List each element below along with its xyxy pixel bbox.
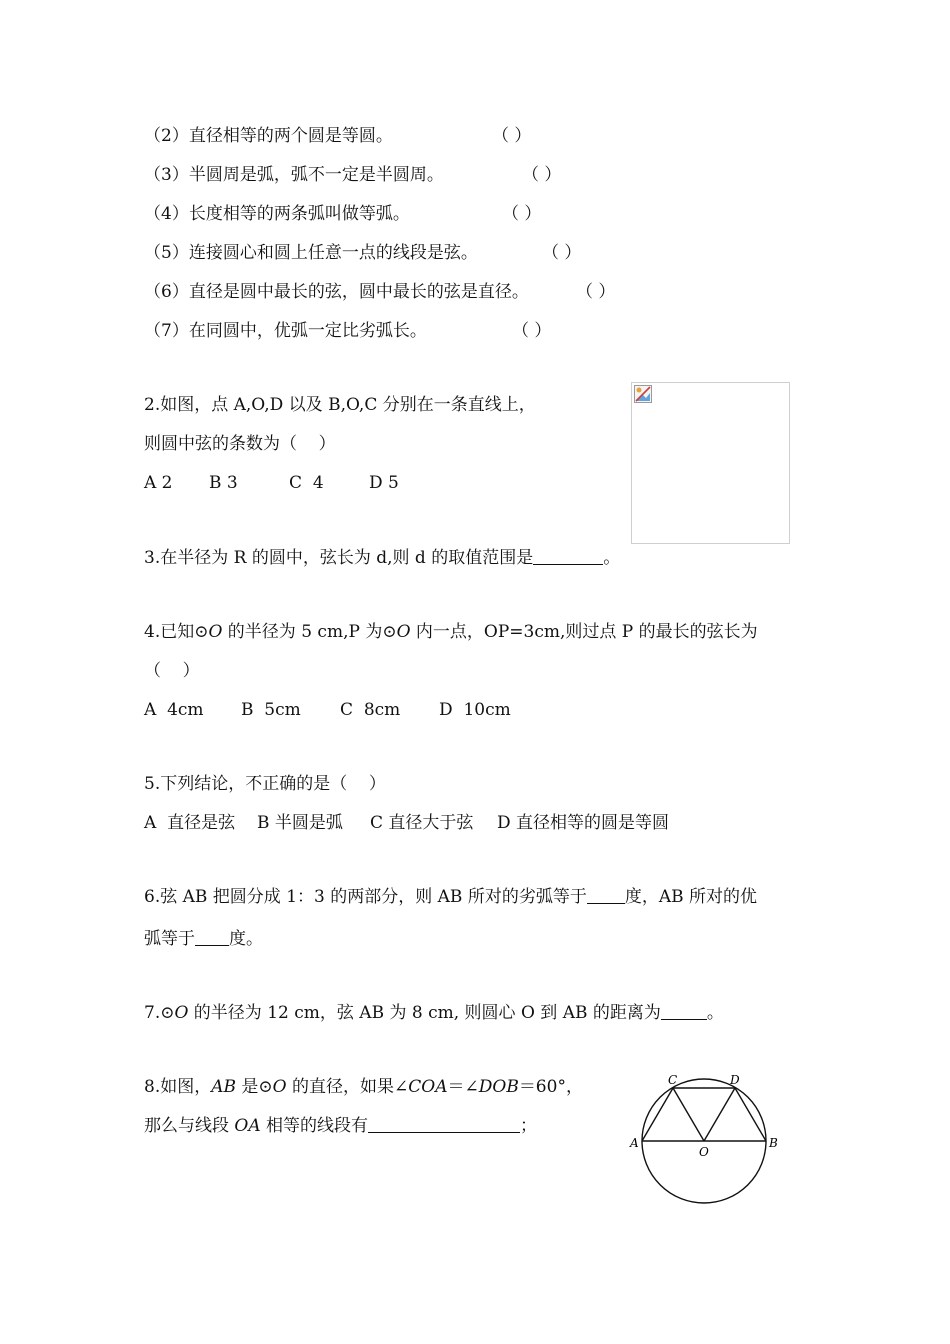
q3-line: [144, 548, 620, 568]
tf-item-7: （7）在同圆中，优弧一定比劣弧长。: [144, 321, 427, 341]
tf-item-6: （6）直径是圆中最长的弦，圆中最长的弦是直径。: [144, 282, 529, 302]
q8-text-8: ；: [520, 1116, 538, 1136]
q4-option-a: A 4cm: [144, 700, 204, 720]
q6-text-4: 度。: [229, 929, 263, 949]
q2-option-a: A 2: [144, 473, 173, 493]
tf-item-2: （2）直径相等的两个圆是等圆。: [144, 126, 393, 146]
q5-option-d: D 直径相等的圆是等圆: [497, 813, 670, 833]
q4-text-3: 内一点，OP=3cm,则过点 P 的最长的弦长为: [410, 622, 758, 642]
q7-text-3: 。: [706, 1003, 724, 1023]
q4-option-b: B 5cm: [241, 700, 301, 720]
q8-ab: AB: [211, 1077, 237, 1097]
q4-line-2: （ ）: [144, 661, 200, 681]
tf-answer-paren-2: （ ）: [492, 126, 532, 146]
q8-o: O: [272, 1077, 287, 1097]
q8-text-3: 的直径，如果∠: [286, 1077, 409, 1097]
q2-option-c: C 4: [289, 473, 324, 493]
q6-minor-arc-blank[interactable]: [587, 887, 625, 904]
label-o: O: [699, 1145, 709, 1159]
tf-item-3: （3）半圆周是弧，弧不一定是半圆周。: [144, 165, 444, 185]
q7-line: [144, 1003, 724, 1023]
tf-answer-paren-3: （ ）: [522, 165, 562, 185]
q7-o: O: [174, 1003, 189, 1023]
q4-option-c: C 8cm: [340, 700, 401, 720]
segment-oc: [673, 1088, 704, 1141]
q5-option-c: C 直径大于弦: [370, 813, 474, 833]
q8-oa: OA: [234, 1116, 261, 1136]
q8-line-2: [144, 1116, 537, 1136]
q5-line-1: 5.下列结论，不正确的是（ ）: [144, 774, 386, 794]
tf-answer-paren-6: （ ）: [576, 282, 616, 302]
segment-ac: [642, 1088, 673, 1141]
q8-line-1: [144, 1077, 583, 1097]
q8-coa: COA: [408, 1077, 448, 1097]
q2-option-d: D 5: [369, 473, 399, 493]
q8-text-4: ＝∠: [447, 1077, 479, 1097]
q2-line-2: 则圆中弦的条数为（ ）: [144, 434, 336, 454]
q4-line-1: [144, 622, 758, 642]
q7-answer-blank[interactable]: [661, 1003, 707, 1020]
segment-bd: [735, 1088, 766, 1141]
q8-text-1: 8.如图，: [144, 1077, 212, 1097]
tf-answer-paren-7: （ ）: [512, 321, 552, 341]
label-b: B: [769, 1136, 778, 1150]
q8-text-5: ＝60°，: [518, 1077, 583, 1097]
segment-od: [704, 1088, 735, 1141]
q4-o-1: O: [208, 622, 223, 642]
q6-text-1: 6.弦 AB 把圆分成 1：3 的两部分，则 AB 所对的劣弧等于: [144, 887, 587, 907]
q3-answer-blank[interactable]: [533, 548, 603, 565]
q7-text-1: 7.⊙: [144, 1003, 175, 1023]
q8-circle-figure: [624, 1068, 784, 1204]
q8-dob: DOB: [478, 1077, 519, 1097]
q4-text-1: 4.已知⊙: [144, 622, 209, 642]
broken-image-icon: [634, 385, 652, 403]
label-c: C: [668, 1073, 678, 1087]
tf-answer-paren-4: （ ）: [502, 204, 542, 224]
q8-answer-blank[interactable]: [368, 1116, 520, 1133]
label-d: D: [730, 1073, 740, 1087]
q4-option-d: D 10cm: [439, 700, 511, 720]
q5-option-b: B 半圆是弧: [257, 813, 343, 833]
q6-text-3: 弧等于: [144, 929, 195, 949]
q3-end: 。: [603, 548, 621, 568]
q3-text: 3.在半径为 R 的圆中，弦长为 d,则 d 的取值范围是: [144, 548, 534, 568]
label-a: A: [630, 1136, 639, 1150]
q2-figure-placeholder: [631, 382, 790, 544]
q6-line-2: [144, 929, 263, 949]
q4-text-2: 的半径为 5 cm,P 为⊙: [222, 622, 397, 642]
q7-text-2: 的半径为 12 cm，弦 AB 为 8 cm, 则圆心 O 到 AB 的距离为: [188, 1003, 661, 1023]
q5-option-a: A 直径是弦: [144, 813, 236, 833]
q8-text-7: 相等的线段有: [260, 1116, 369, 1136]
tf-answer-paren-5: （ ）: [542, 243, 582, 263]
q4-o-2: O: [396, 622, 411, 642]
q8-text-6: 那么与线段: [144, 1116, 235, 1136]
q6-major-arc-blank[interactable]: [195, 929, 229, 946]
q2-option-b: B 3: [209, 473, 238, 493]
tf-item-4: （4）长度相等的两条弧叫做等弧。: [144, 204, 410, 224]
q6-line-1: [144, 887, 757, 907]
q2-line-1: 2.如图，点 A,O,D 以及 B,O,C 分别在一条直线上，: [144, 395, 536, 415]
q6-text-2: 度，AB 所对的优: [624, 887, 758, 907]
tf-item-5: （5）连接圆心和圆上任意一点的线段是弦。: [144, 243, 478, 263]
q8-text-2: 是⊙: [236, 1077, 273, 1097]
